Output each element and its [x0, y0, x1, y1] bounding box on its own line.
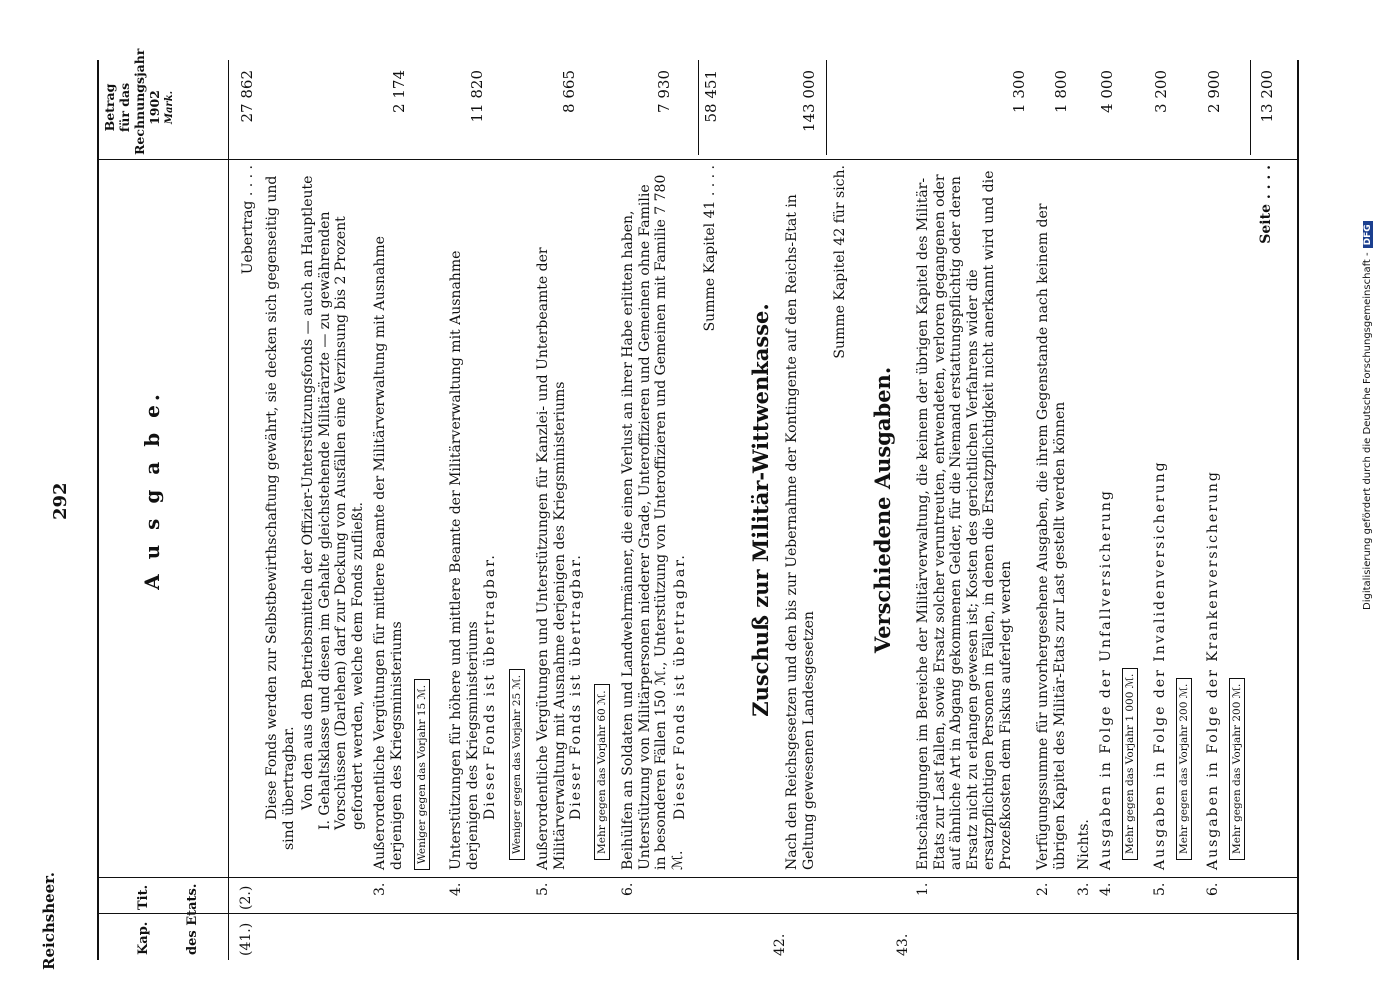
ch43-item2-value: 1 800 [1052, 70, 1070, 113]
header-betrag: Betrag [102, 83, 117, 132]
header-bottom-rule [228, 60, 229, 960]
header-fuer-das: für das [117, 82, 132, 133]
ch43-item3-nr: 3. [1076, 882, 1092, 896]
ch41-item6-text: Beihülfen an Soldaten und Landwehrmänner, die einen Verlust an ihrer Habe erlitten haben, Unterstützung von Militärpersonen niederer Grade, Unteroffizieren und Gemeinen ohne Familie in besonderen Fällen 150 ℳ., Unterstützung von Unteroffizieren und Gemeinen mit Familie 7 780 ℳ. [620, 174, 686, 870]
ch41-item5-value: 8 665 [560, 70, 578, 113]
header-mark: Mark. [164, 90, 175, 125]
fonds-note-2: Von den aus den Betriebsmitteln der Offizier-Unterstützungsfonds — auch an Hauptleute I. Gehaltsklasse und diesen im Gehalte gleichstehende Militärärzte — zu gewährenden Vorschüssen (Darlehen) darf zur Deckung von Ausfällen eine Verzinsung bis 2 Prozent gefordert werden, welche dem Fonds zufließt. [300, 175, 366, 830]
ch41-item4-nr: 4. [448, 882, 464, 896]
ch43-title: Verschiedene Ausgaben. [870, 366, 895, 654]
ch43-item4-nr: 4. [1098, 882, 1114, 896]
ch43-item5-text: Ausgaben in Folge der Invalidenversicherung [1152, 460, 1168, 870]
header-des-etats: des Etats. [185, 883, 200, 955]
seite-rule [1250, 60, 1251, 155]
ch43-item4-text: Ausgaben in Folge der Unfallversicherung [1098, 489, 1114, 870]
ch43-item6-value: 2 900 [1205, 70, 1223, 113]
ch41-item3-value: 2 174 [390, 70, 408, 113]
col-rule-kap [97, 913, 1297, 914]
ch43-item3-text: Nichts. [1076, 819, 1092, 870]
fonds-note-1: Diese Fonds werden zur Selbstbewirthschaftung gewährt, sie decken sich gegenseitig und sind übertragbar. [264, 175, 297, 850]
kap-42: 42. [772, 933, 788, 956]
ch41-item3-prev-box: Weniger gegen das Vorjahr 15 ℳ. [410, 679, 430, 870]
ch41-item4-prev-box: Weniger gegen das Vorjahr 25 ℳ. [505, 669, 525, 860]
ch41-summe-value: 58 451 [702, 70, 720, 123]
ch41-item6-nr: 6. [620, 882, 636, 896]
kap-43: 43. [895, 933, 911, 956]
ch43-item1-value: 1 300 [1010, 70, 1028, 113]
header-tit: Tit. [136, 884, 151, 910]
ch43-item6-nr: 6. [1205, 882, 1221, 896]
header-year: 1902 [147, 90, 162, 125]
header-kap: Kap. [136, 921, 151, 955]
running-head: Reichsheer. [40, 872, 58, 970]
seite-label: Seite . . . . [1258, 165, 1274, 244]
tit-2: (2.) [238, 885, 254, 910]
digitization-note: Digitalisierung gefördert durch die Deutsche Forschungsgemeinschaft -DFG [1362, 221, 1373, 610]
kap-41: (41.) [238, 922, 254, 956]
seite-value: 13 200 [1258, 70, 1276, 123]
ch43-item2-nr: 2. [1035, 882, 1051, 896]
ch41-item3-text: Außerordentliche Vergütungen für mittlere Beamte der Militärverwaltung mit Ausnahme derjenigen des Kriegsministeriums [372, 236, 405, 870]
ch41-item4-value: 11 820 [468, 70, 486, 123]
ch41-item6-value: 7 930 [655, 70, 673, 113]
ch41-item4-note: Dieser Fonds ist übertragbar. [482, 553, 498, 820]
ch42-value: 143 000 [800, 70, 818, 133]
ch43-item6-text: Ausgaben in Folge der Krankenversicherung [1205, 470, 1221, 870]
col-rule-amount [97, 159, 1297, 160]
ch42-text: Nach den Reichsgesetzen und den bis zur Uebernahme der Kontingente auf den Reichs-Etat in Geltung gewesenen Landesgesetzen [784, 194, 817, 870]
ch41-item4-text: Unterstützungen für höhere und mittlere Beamte der Militärverwaltung mit Ausnahme derjenigen des Kriegsministeriums [448, 250, 481, 870]
ch42-summe-label: Summe Kapitel 42 für sich. [832, 165, 848, 359]
ch41-item5-nr: 5. [535, 882, 551, 896]
ch41-sum-rule [698, 60, 699, 155]
header-top-rule [97, 60, 99, 960]
ch42-title: Zuschuß zur Militär-Wittwenkasse. [748, 303, 773, 717]
ch43-item1-nr: 1. [915, 882, 931, 896]
ch43-item6-prev-box: Mehr gegen das Vorjahr 200 ℳ. [1225, 678, 1245, 860]
ch43-item5-value: 3 200 [1152, 70, 1170, 113]
header-rechnungsjahr: Rechnungsjahr [132, 48, 147, 155]
ch41-item3-nr: 3. [372, 882, 388, 896]
ch41-summe-label: Summe Kapitel 41 . . . . [702, 165, 718, 332]
ch41-item6-note: Dieser Fonds ist übertragbar. [672, 553, 688, 820]
ch43-item4-value: 4 000 [1098, 70, 1116, 113]
header-amount [102, 48, 177, 155]
ch41-item5-text: Außerordentliche Vergütungen und Unterstützungen für Kanzlei- und Unterbeamte der Militärverwaltung mit Ausnahme derjenigen des Kriegsministeriums [535, 247, 568, 870]
page-number: 292 [50, 482, 71, 520]
ch41-item5-note: Dieser Fonds ist übertragbar. [568, 553, 584, 820]
col-rule-tit [97, 877, 1297, 878]
ch43-item5-nr: 5. [1152, 882, 1168, 896]
header-title: A u s g a b e. [140, 390, 164, 590]
uebertrag-value: 27 862 [238, 70, 256, 123]
ch43-item5-prev-box: Mehr gegen das Vorjahr 200 ℳ. [1172, 678, 1192, 860]
ch42-sum-rule [826, 60, 827, 155]
dfg-logo: DFG [1363, 221, 1373, 248]
ch43-item1-text: Entschädigungen im Bereiche der Militärverwaltung, die keinem der übrigen Kapitel des Militär-Etats zur Last fallen, sowie Ersatz solcher veruntreuten, entwendeten, verloren gegangenen oder auf ähnliche Art in Abgang gekommenen Gelder, für die Niemand erstattungspflichtig oder deren Ersatz nicht zu erlangen gewesen ist; Kosten des gerichtlichen Verfahrens wider die ersatzpflichtigen Personen in Fällen, in denen die Ersatzpflichtigkeit nicht anerkannt wird und die Prozeßkosten dem Fiskus auferlegt werden [915, 170, 1014, 870]
ch43-item2-text: Verfügungssumme für unvorhergesehene Ausgaben, die ihrem Gegenstande nach keinem der übrigen Kapitel des Militär-Etats zur Last gestellt werden können [1035, 203, 1068, 870]
ch43-item4-prev-box: Mehr gegen das Vorjahr 1 000 ℳ. [1118, 668, 1138, 860]
table-bottom-rule [1297, 60, 1299, 960]
uebertrag-label: Uebertrag . . . . [240, 165, 256, 275]
ch41-item5-prev-box: Mehr gegen das Vorjahr 60 ℳ. [590, 684, 610, 860]
